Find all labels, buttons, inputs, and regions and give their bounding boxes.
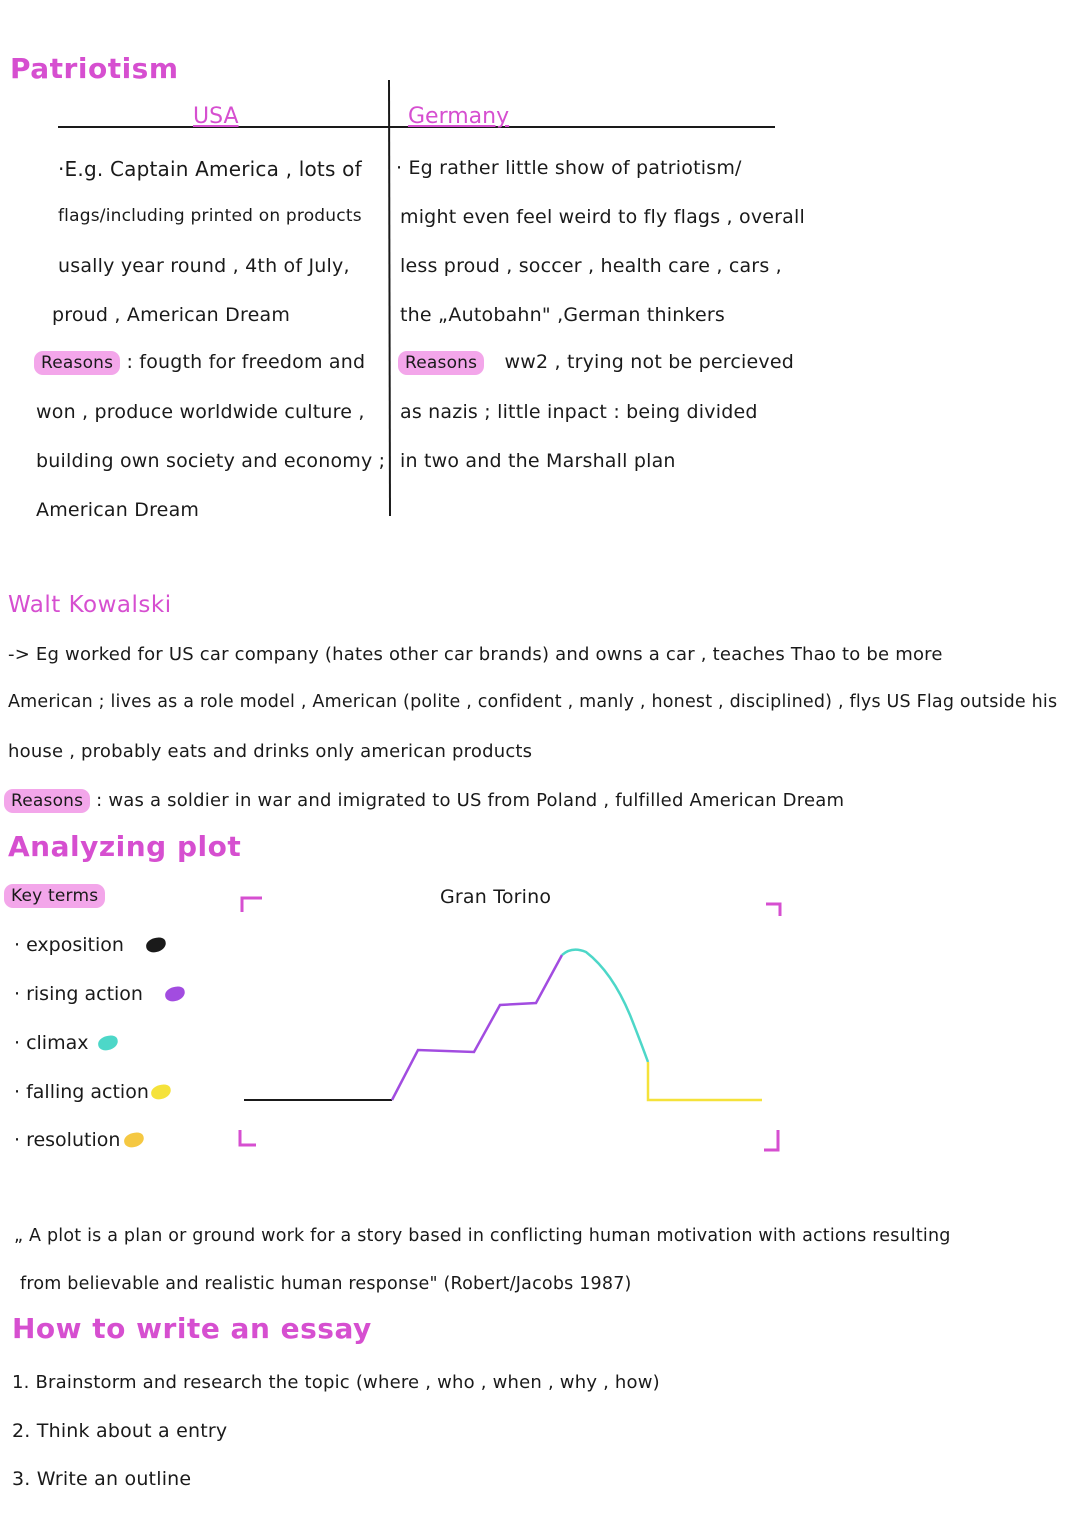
germany-line-4: the „Autobahn" ,German thinkers [400, 304, 725, 326]
resolution-line [648, 1062, 762, 1100]
germany-reasons-line-3: in two and the Marshall plan [400, 450, 676, 472]
germany-reasons-row [398, 351, 794, 375]
bracket-bottom-left [240, 1130, 256, 1145]
essay-step-2: 2. Think about a entry [12, 1420, 228, 1442]
essay-heading: How to write an essay [12, 1312, 372, 1345]
table-divider-line [389, 80, 390, 516]
bracket-top-right [766, 904, 780, 916]
legend-label: · climax [14, 1032, 89, 1054]
usa-line-3: usally year round , 4th of July, [58, 255, 350, 277]
black-swatch-icon [145, 936, 167, 954]
usa-column-heading: USA [193, 104, 239, 129]
essay-step-1: 1. Brainstorm and research the topic (where , who , when , why , how) [12, 1372, 660, 1393]
legend-item-falling-action [14, 1081, 171, 1103]
germany-reasons-tag: Reasons [398, 351, 484, 375]
legend-item-rising-action [14, 983, 185, 1005]
usa-reasons-line-4: American Dream [36, 499, 200, 521]
bracket-bottom-right [764, 1130, 778, 1150]
legend-label: · resolution [14, 1129, 121, 1151]
germany-line-2: might even feel weird to fly flags , overall [400, 206, 805, 228]
rising-action-line [392, 955, 562, 1100]
germany-reasons-line-2: as nazis ; little inpact : being divided [400, 401, 758, 423]
walt-line-3: house , probably eats and drinks only american products [8, 741, 533, 762]
germany-column-heading: Germany [408, 104, 510, 129]
bracket-top-left [242, 898, 262, 912]
diagram-title: Gran Torino [440, 886, 552, 908]
legend-label: · rising action [14, 983, 143, 1005]
key-terms-row [4, 884, 105, 908]
analyzing-plot-heading: Analyzing plot [8, 830, 242, 863]
germany-line-3: less proud , soccer , health care , cars , [400, 255, 782, 277]
usa-line-4: proud , American Dream [52, 304, 291, 326]
walt-line-2: American ; lives as a role model , American (polite , confident , manly , honest , disciplined) , flys US Flag outside his [8, 692, 1058, 712]
legend-item-exposition [14, 934, 166, 956]
legend-item-resolution [14, 1129, 144, 1151]
germany-line-1: · Eg rather little show of patriotism/ [396, 157, 742, 179]
patriotism-heading: Patriotism [10, 52, 179, 85]
purple-swatch-icon [164, 985, 186, 1003]
plot-quote-line-1: „ A plot is a plan or ground work for a story based in conflicting human motivation with actions resulting [14, 1226, 951, 1246]
legend-label: · falling action [14, 1081, 149, 1103]
usa-reasons-row [34, 351, 365, 375]
germany-reasons-line-1: ww2 , trying not be percieved [504, 351, 794, 373]
legend-label: · exposition [14, 934, 124, 956]
usa-reasons-tag: Reasons [34, 351, 120, 375]
walt-heading: Walt Kowalski [8, 592, 172, 618]
essay-step-3: 3. Write an outline [12, 1468, 192, 1490]
usa-reasons-line-3: building own society and economy ; [36, 450, 386, 472]
usa-reasons-line-1: : fougth for freedom and [126, 351, 366, 373]
orange-swatch-icon [123, 1131, 145, 1149]
yellow-swatch-icon [150, 1083, 172, 1101]
walt-reasons-row [4, 789, 844, 813]
walt-reasons-text: : was a soldier in war and imigrated to US from Poland , fulfilled American Dream [96, 790, 845, 811]
turquoise-swatch-icon [97, 1034, 119, 1052]
usa-line-1: ·E.g. Captain America , lots of [58, 157, 362, 181]
key-terms-tag: Key terms [4, 884, 105, 908]
walt-line-1: -> Eg worked for US car company (hates other car brands) and owns a car , teaches Thao to be more [8, 644, 943, 665]
legend-item-climax [14, 1032, 118, 1054]
climax-line [562, 950, 648, 1062]
usa-reasons-line-2: won , produce worldwide culture , [36, 401, 365, 423]
plot-quote-line-2: from believable and realistic human response" (Robert/Jacobs 1987) [20, 1274, 632, 1294]
walt-reasons-tag: Reasons [4, 789, 90, 813]
usa-line-2: flags/including printed on products [58, 206, 362, 226]
